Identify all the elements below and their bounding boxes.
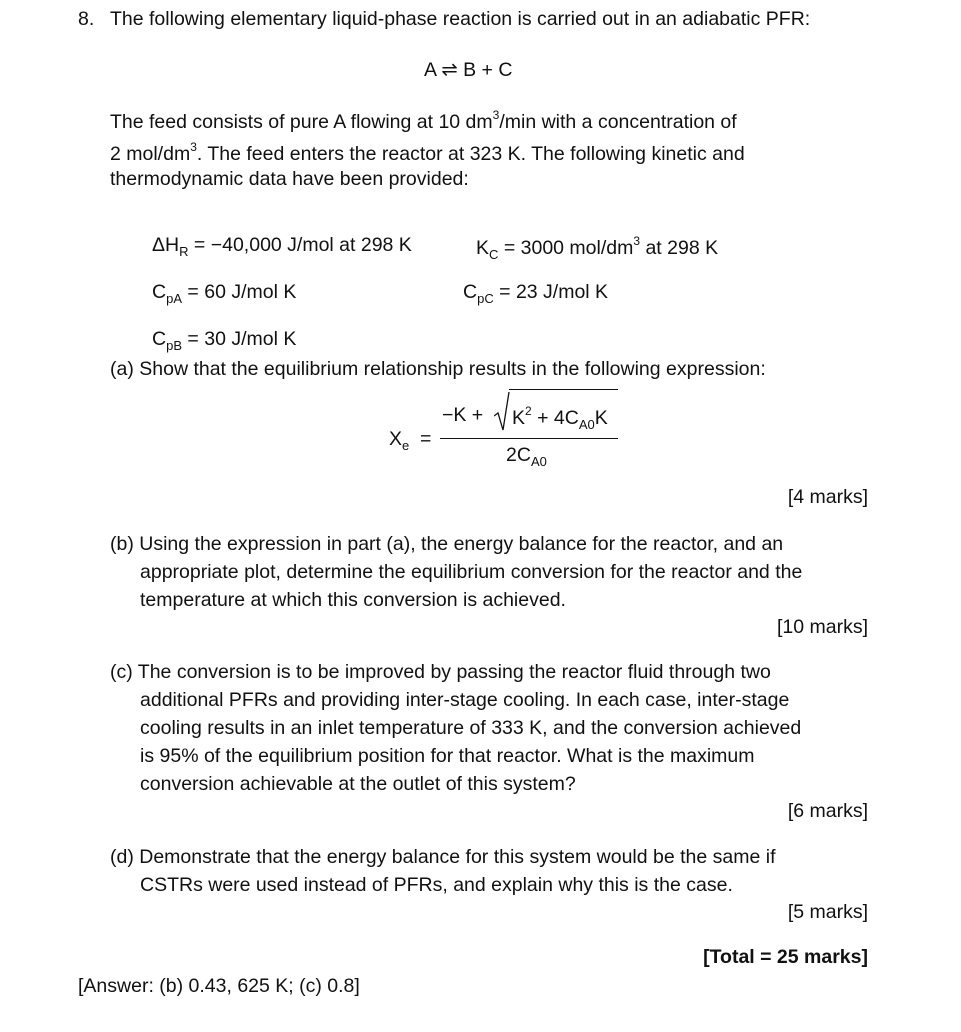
part-a-text: (a) Show that the equilibrium relationship results in the following expression: — [110, 358, 766, 380]
part-d-line-1: (d) Demonstrate that the energy balance for this system would be the same if — [110, 846, 776, 868]
heat-capacity-a: $C_{pA} = 60$ J/mol K — [152, 281, 297, 306]
part-b-marks: [10 marks] — [776, 616, 868, 638]
part-b-line-3: temperature at which this conversion is achieved. — [140, 589, 566, 611]
feed-line-3: thermodynamic data have been provided: — [110, 168, 469, 190]
heat-of-reaction: $\Delta H_R = -40,000$ J/mol at 298 K — [152, 234, 412, 259]
square-root-icon — [494, 392, 510, 432]
part-c-line-4: is 95% of the equilibrium position for that reactor. What is the maximum — [140, 745, 755, 767]
part-c-marks: [6 marks] — [787, 800, 868, 822]
answer-key: [Answer: (b) 0.43, 625 K; (c) 0.8] — [78, 975, 360, 997]
numerator-prefix: −K + — [442, 404, 484, 426]
equilibrium-constant: $K_C = 3000$ mol/$dm^3$ at 298 K — [476, 234, 719, 262]
total-marks: [Total = 25 marks] — [703, 946, 868, 968]
heat-capacity-b: $C_{pB} = 30$ J/mol K — [152, 328, 297, 353]
part-c-line-1: (c) The conversion is to be improved by passing the reactor fluid through two — [110, 661, 771, 683]
denominator: $2C_{A0}$ — [506, 444, 547, 469]
part-b-line-2: appropriate plot, determine the equilibrium conversion for the reactor and the — [140, 561, 803, 583]
question-intro: The following elementary liquid-phase reaction is carried out in an adiabatic PFR: — [110, 8, 811, 30]
part-c-line-3: cooling results in an inlet temperature of 333 K, and the conversion achieved — [140, 717, 802, 739]
part-c-line-5: conversion achievable at the outlet of this system? — [140, 773, 576, 795]
radicand: $K^2 + 4C_{A0}K$ — [512, 404, 608, 432]
equation-equals: = — [420, 428, 432, 450]
feed-line-1: The feed consists of pure A flowing at 10 $dm^3/\min$ with a concentration of — [110, 108, 737, 133]
square-root-bar — [509, 389, 618, 390]
part-d-marks: [5 marks] — [787, 901, 868, 923]
heat-capacity-c: $C_{pC} = 23$ J/mol K — [463, 281, 609, 306]
part-d-line-2: CSTRs were used instead of PFRs, and explain why this is the case. — [140, 874, 733, 896]
question-number: 8. — [78, 8, 95, 30]
reaction-equation: A ⇌ B + C — [424, 59, 513, 81]
part-a-marks: [4 marks] — [787, 486, 868, 508]
feed-line-2: 2 mol/$dm^3$. The feed enters the reactor at 323 K. The following kinetic and — [110, 140, 745, 165]
equation-lhs: $X_e$ — [389, 428, 410, 453]
part-c-line-2: additional PFRs and providing inter-stage cooling. In each case, inter-stage — [140, 689, 790, 711]
fraction-bar — [440, 438, 618, 439]
part-b-line-1: (b) Using the expression in part (a), the energy balance for the reactor, and an — [110, 533, 784, 555]
